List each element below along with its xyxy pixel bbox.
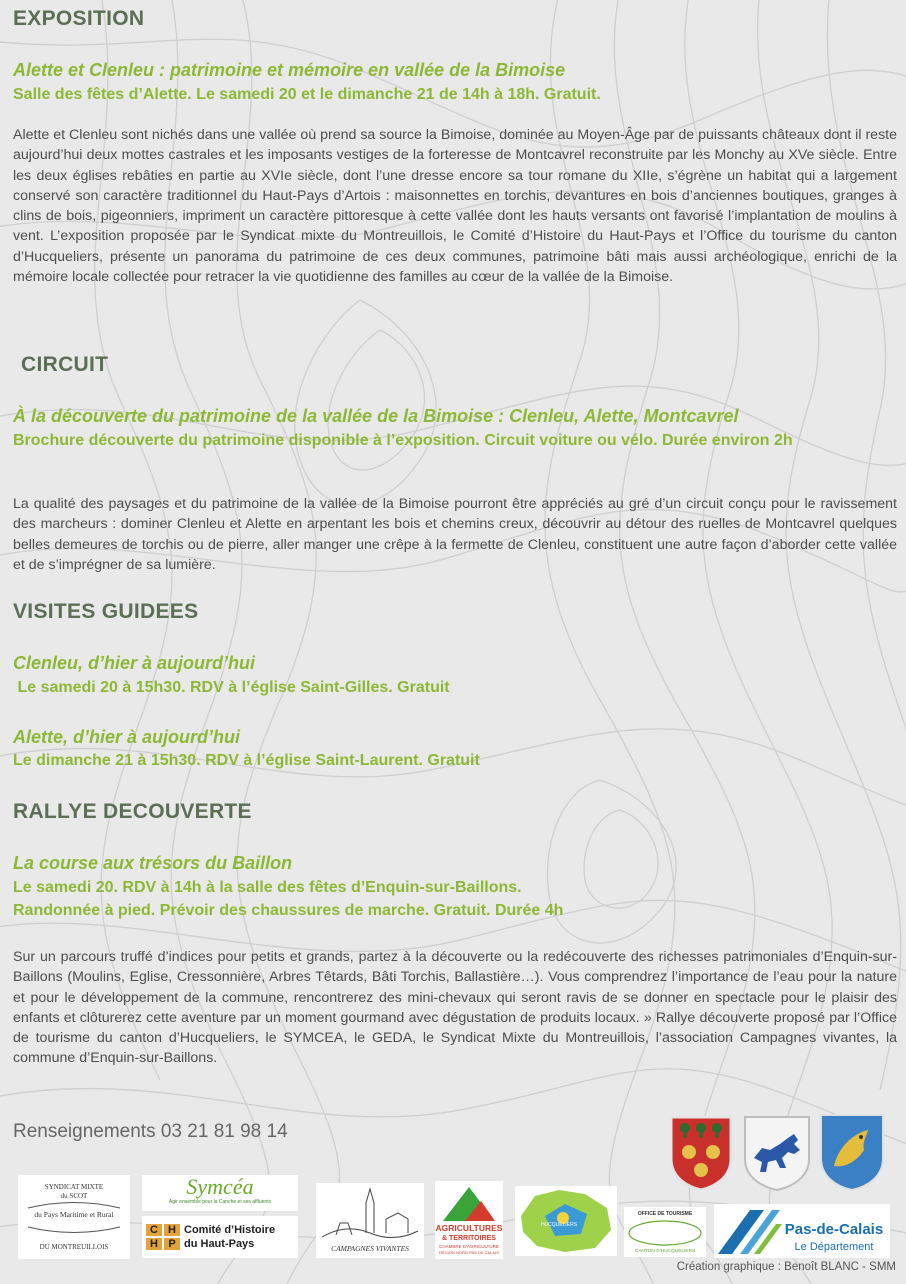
campagnes-label: CAMPAGNES VIVANTES (331, 1244, 409, 1253)
heading-rallye: RALLYE DECOUVERTE (13, 800, 252, 823)
exposition-info: Salle des fêtes d’Alette. Le samedi 20 et le dimanche 21 de 14h à 18h. Gratuit. (13, 86, 601, 103)
rallye-info-line2: Randonnée à pied. Prévoir des chaussures de marche. Gratuit. Durée 4h (13, 902, 564, 919)
chhp-line2: du Haut-Pays (184, 1238, 255, 1250)
comite-histoire-logo (142, 1216, 298, 1258)
heading-visites: VISITES GUIDEES (13, 600, 199, 623)
office-tourisme-logo (624, 1207, 706, 1257)
exposition-subtitle: Alette et Clenleu : patrimoine et mémoire en vallée de la Bimoise (13, 60, 566, 80)
symcea-logo-name: Symcéa (186, 1174, 254, 1199)
scot-logo-top: SYNDICAT MIXTE (44, 1183, 104, 1191)
scot-logo-mid: du Pays Maritime et Rural (34, 1210, 114, 1219)
coat-of-arms-red-icon (668, 1114, 734, 1192)
hucq-map-label: HUCQUELIERS (540, 1222, 578, 1228)
coat-of-arms-fish-icon (818, 1112, 886, 1192)
heading-circuit: CIRCUIT (21, 353, 109, 376)
symcea-logo-tagline: Agir ensemble pour la Canche et ses affluents (168, 1199, 272, 1205)
office-bottom: CANTON D'HUCQUELIERS (634, 1249, 696, 1254)
chhp-letter: P (164, 1238, 180, 1250)
scot-logo-bottom: DU MONTREUILLOIS (39, 1243, 109, 1251)
coat-of-arms-wolf-icon (742, 1114, 812, 1192)
agri-line4: RÉGION NORD-PAS DE CALAIS (439, 1250, 499, 1255)
heading-exposition: EXPOSITION (13, 7, 145, 30)
pdc-sub: Le Département (794, 1241, 874, 1253)
pdc-name: Pas-de-Calais (784, 1221, 884, 1238)
credit-line: Création graphique : Benoît BLANC - SMM (676, 1261, 896, 1273)
agri-line3: CHAMBRE D'AGRICULTURE (439, 1244, 499, 1249)
symcea-logo (142, 1175, 298, 1211)
circuit-subtitle: À la découverte du patrimoine de la vallée de la Bimoise : Clenleu, Alette, Montcavrel (13, 406, 739, 426)
rallye-body: Sur un parcours truffé d’indices pour petits et grands, partez à la découverte ou la redécouverte des richesses patrimoniales d’Enquin-sur-Baillons (Moulins, Eglise, Cressonnière, Arbres Têtards, Bâti Torchis, Ballastière…). Vous comprendrez l’importance de l’eau pour la nature et pour le développement de la commune, rencontrerez des mini-chevaux qui seront ravis de se donner en spectacle pour le plaisir des enfants et clôturerez cette aventure par un moment gourmand avec dégustation de produits locaux. » Rallye découverte proposé par l’Office de tourisme du canton d’Hucqueliers, le SYMCEA, le GEDA, le Syndicat Mixte du Montreuillois, l’association Campagnes vivantes, la commune d’Enquin-sur-Baillons. (13, 949, 897, 1067)
visite-2-info: Le dimanche 21 à 15h30. RDV à l’église Saint-Laurent. Gratuit (13, 752, 480, 769)
agricultures-territoires-logo (435, 1181, 503, 1259)
scot-logo-du: du SCOT (60, 1192, 88, 1200)
visite-1-info: Le samedi 20 à 15h30. RDV à l’église Saint-Gilles. Gratuit (13, 679, 450, 696)
campagnes-vivantes-logo (316, 1183, 424, 1258)
agri-line2: & TERRITOIRES (442, 1235, 496, 1242)
office-top: OFFICE DE TOURISME (637, 1211, 693, 1217)
contact-phone: Renseignements 03 21 81 98 14 (13, 1121, 288, 1142)
chhp-line1: Comité d’Histoire (184, 1224, 276, 1236)
visite-2-subtitle: Alette, d’hier à aujourd’hui (13, 727, 241, 747)
circuit-info: Brochure découverte du patrimoine disponible à l’exposition. Circuit voiture ou vélo. Durée environ 2h (13, 432, 793, 449)
visite-1-subtitle: Clenleu, d’hier à aujourd’hui (13, 653, 256, 673)
scot-montreuillois-logo (18, 1175, 130, 1259)
agri-line1: AGRICULTURES (435, 1223, 503, 1233)
chhp-letter-grid (146, 1224, 180, 1250)
rallye-info-line1: Le samedi 20. RDV à 14h à la salle des fêtes d’Enquin-sur-Baillons. (13, 879, 522, 896)
pas-de-calais-logo (714, 1204, 890, 1258)
chhp-letter: H (164, 1224, 180, 1236)
hucqueliers-map-logo (515, 1186, 617, 1256)
rallye-subtitle: La course aux trésors du Baillon (13, 853, 293, 873)
chhp-letter: C (146, 1224, 162, 1236)
circuit-body: La qualité des paysages et du patrimoine de la vallée de la Bimoise pourront être appréciés au gré d’un circuit conçu pour le ravissement des marcheurs : dominer Clenleu et Alette en arpentant les bois et chemins creux, découvrir au détour des ruelles de Montcavrel quelques belles demeures de torchis ou de pierre, aller manger une crêpe à la fermette de Clenleu, constituent une autre façon d’aborder cette vallée et de s’imprégner de sa lumière. (13, 496, 897, 573)
exposition-body: Alette et Clenleu sont nichés dans une vallée où prend sa source la Bimoise, dominée au Moyen-Âge par de puissants châteaux dont il reste aujourd’hui deux mottes castrales et les imposants vestiges de la forteresse de Montcavrel reconstruite par les Monchy au XVe siècle. Entre les deux églises rebâties en partie au XVIe siècle, dont l’une dresse encore sa tour romane du XIIe, s’égrène un habitat qui a largement conservé son caractère traditionnel du Haut-Pays d’Artois : maisonnettes en torchis, devantures en bois d’anciennes boutiques, granges à clins de bois, pigeonniers, impriment un caractère pittoresque à cette vallée dont les hauts versants ont favorisé l’implantation de moulins à vent. L’exposition proposée par le Syndicat mixte du Montreuillois, le Comité d’Histoire du Haut-Pays et l’Office du tourisme du canton d’Hucqueliers, présente un panorama du patrimoine de ces deux communes, patrimoine bâti mais aussi archéologique, enrichi de la mémoire locale collectée pour retracer la vie quotidienne des familles au cœur de la vallée de la Bimoise. (13, 127, 897, 286)
chhp-letter: H (146, 1238, 162, 1250)
